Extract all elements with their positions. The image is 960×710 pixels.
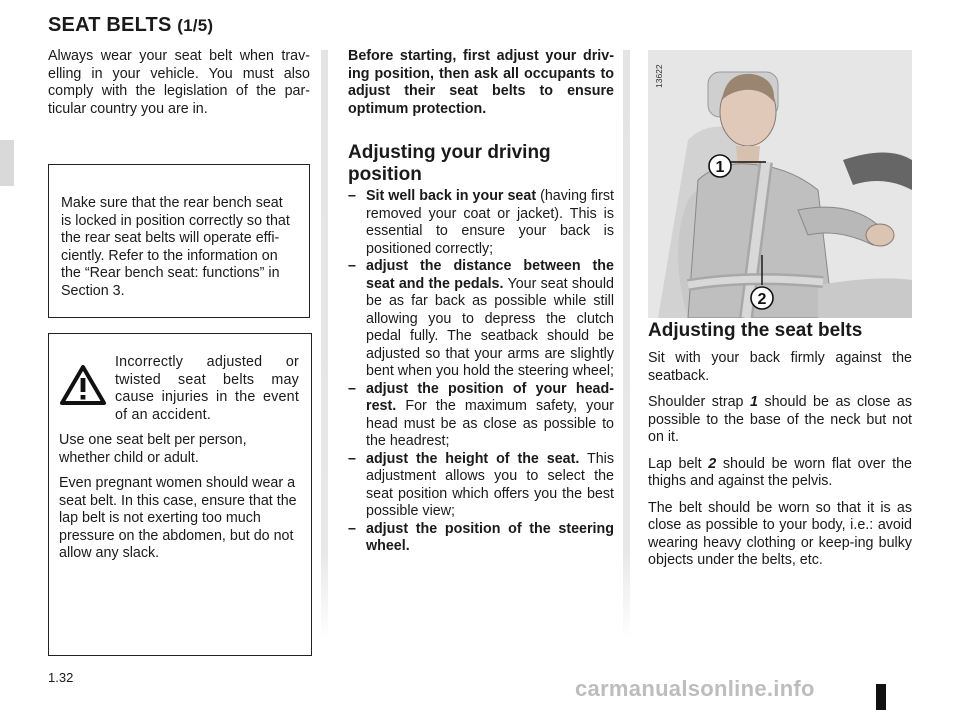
middle-column xyxy=(348,48,614,556)
right-column xyxy=(648,320,912,579)
warning-text-1: Incorrectly adjusted or twisted seat belts may cause injuries in the event of an accident. xyxy=(115,354,299,423)
seat-belt-illustration xyxy=(648,50,912,318)
seat-belts-heading: Adjusting the seat belts xyxy=(648,320,863,341)
note-text: Make sure that the rear bench seat is locked in position correctly so that the rear seat belts will operate effi-ciently. Refer to the information on the “Rear bench seat: functions” in Section 3. xyxy=(61,195,290,299)
step-item: – adjust the height of the seat. This adjustment allows you to select the seat position which offers you the best possible view; xyxy=(348,450,614,519)
intro-paragraph: Always wear your seat belt when trav-elling in your vehicle. You must also comply with the legislation of the par-ticular country you are in. xyxy=(48,48,310,117)
left-intro xyxy=(48,48,310,118)
step-item: – adjust the distance between the seat and the pedals. Your seat should be as far back as possible while still allowing you to depress the clutch pedal fully. The seatback should be adjusted so that your arms are slightly bent when you hold the steering wheel; xyxy=(348,258,614,379)
note-box xyxy=(48,164,310,318)
warning-box xyxy=(48,333,312,656)
warning-text-3: Even pregnant women should wear a seat belt. In this case, ensure that the lap belt is not exerting too much pressure on the abdomen, but do not allow any slack. xyxy=(59,475,297,561)
corner-mark xyxy=(876,684,886,710)
title-part: (1/5) xyxy=(177,16,214,35)
section-tab xyxy=(0,140,14,186)
step-item: – Sit well back in your seat (having first removed your coat or jacket). This is essential to ensure your back is positioned correctly; xyxy=(348,188,614,257)
watermark: carmanualsonline.info xyxy=(575,676,815,701)
page-title xyxy=(48,14,213,37)
middle-intro: Before starting, first adjust your driv-ing position, then ask all occupants to adjust their seat belts to ensure optimum protection. xyxy=(348,48,614,117)
page-number: 1.32 xyxy=(48,670,74,685)
title-text: SEAT BELTS xyxy=(48,14,172,36)
step-item: – adjust the position of your head-rest. For the maximum safety, your head must be as close as possible to the headrest; xyxy=(348,380,614,449)
warning-text-2: Use one seat belt per person, whether child or adult. xyxy=(59,432,247,466)
column-divider-1 xyxy=(321,50,328,640)
steps-list xyxy=(348,188,614,556)
right-paragraph-4: The belt should be worn so that it is as close as possible to your body, i.e.: avoid wearing heavy clothing or keep-ing bulky objects under the belts, etc. xyxy=(648,499,912,568)
column-divider-2 xyxy=(623,50,630,640)
driving-position-heading: Adjusting your driving position xyxy=(348,142,551,185)
callout-2: 2 xyxy=(757,291,767,308)
right-paragraph-3: Lap belt 2 should be worn flat over the thighs and against the pelvis. xyxy=(648,455,912,489)
right-paragraph-2: Shoulder strap 1 should be as close as possible to the base of the neck but not on it. xyxy=(648,394,912,445)
callout-1: 1 xyxy=(715,159,725,176)
step-item: – adjust the position of the steering wheel. xyxy=(348,520,614,554)
right-paragraph-1: Sit with your back firmly against the seatback. xyxy=(648,350,912,384)
warning-triangle-icon xyxy=(59,364,115,432)
illustration-ref: 13622 xyxy=(654,64,664,88)
